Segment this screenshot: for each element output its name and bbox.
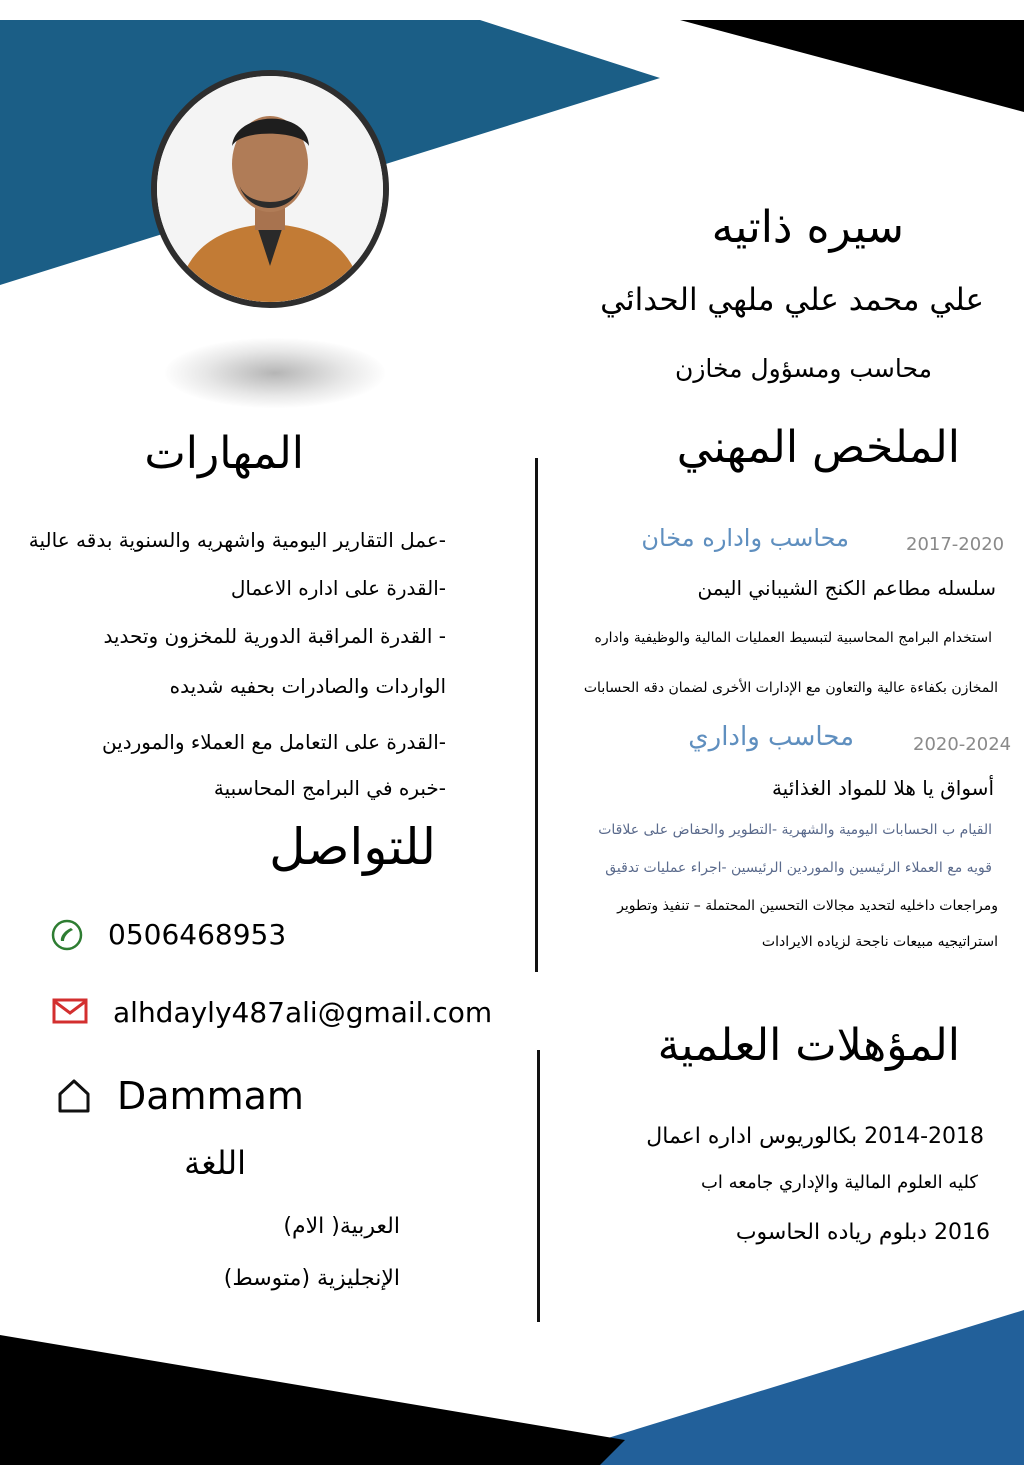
column-divider-bottom — [537, 1050, 540, 1322]
summary-heading: الملخص المهني — [676, 422, 960, 473]
mail-icon — [52, 998, 88, 1024]
job-description-line: استخدام البرامج المحاسبية لتبسيط العمليات المالية والوظيفية واداره — [594, 630, 992, 646]
skill-item: -القدرة على التعامل مع العملاء والموردين — [101, 730, 446, 754]
skill-item: - القدرة المراقبة الدورية للمخزون وتحديد — [103, 624, 446, 648]
education-item: كليه العلوم المالية والإداري جامعه اب — [700, 1172, 978, 1193]
skills-heading: المهارات — [144, 428, 304, 479]
person-avatar-icon — [157, 76, 383, 302]
phone-number[interactable]: 0506468953 — [108, 918, 287, 951]
profile-photo — [151, 70, 389, 308]
language-item: الإنجليزية (متوسط) — [223, 1266, 400, 1291]
job-description-line: ومراجعات داخليه لتحديد مجالات التحسين المحتملة – تنفيذ وتطوير — [617, 898, 998, 914]
job-title: محاسب ومسؤول مخازن — [674, 354, 932, 383]
resume-title: سيره ذاتيه — [711, 202, 904, 253]
column-divider-top — [535, 458, 538, 972]
skill-item: -القدرة على اداره الاعمال — [230, 576, 446, 600]
job-period: 2017-2020 — [906, 534, 1005, 555]
education-item: 2014-2018 بكالوريوس اداره اعمال — [646, 1124, 984, 1149]
job-role: محاسب واداري — [688, 722, 854, 752]
job-role: محاسب واداره مخان — [641, 524, 849, 552]
contact-heading: للتواصل — [269, 818, 436, 876]
job-company: أسواق يا هلا للمواد الغذائية — [771, 776, 994, 800]
city: Dammam — [117, 1074, 304, 1118]
job-company: سلسله مطاعم الكنج الشيباني اليمن — [697, 576, 996, 600]
skill-item: -عمل التقارير اليومية واشهريه والسنوية بدقه عالية — [28, 528, 446, 552]
skill-item: -خبره في البرامج المحاسبية — [213, 776, 446, 800]
language-item: العربية( الام) — [283, 1214, 400, 1239]
person-name: علي محمد علي ملهي الحدائي — [600, 282, 984, 318]
skill-item: الواردات والصادرات بحفيه شديده — [169, 674, 446, 698]
job-period: 2020-2024 — [913, 734, 1012, 755]
job-description-line: القيام ب الحسابات اليومية والشهرية -التطوير والحفاض على علاقات — [598, 822, 992, 838]
education-heading: المؤهلات العلمية — [657, 1020, 960, 1071]
home-icon — [57, 1078, 91, 1114]
job-description-line: قويه مع العملاء الرئيسين والموردين الرئيسين -اجراء عمليات تدقيق — [605, 860, 992, 876]
email-address[interactable]: alhdayly487ali@gmail.com — [113, 996, 493, 1029]
job-description-line: استراتيجيه مبيعات ناجحة لزياده الايرادات — [761, 934, 998, 950]
top-right-black-shape — [680, 20, 1024, 112]
education-item: 2016 دبلوم رياده الحاسوب — [735, 1220, 990, 1245]
photo-shadow — [165, 338, 385, 408]
bottom-left-black-shape — [0, 1335, 625, 1465]
languages-heading: اللغة — [184, 1144, 246, 1182]
phone-icon — [50, 918, 84, 952]
job-description-line: المخازن بكفاءة عالية والتعاون مع الإدارات الأخرى لضمان دقه الحسابات — [583, 680, 998, 696]
